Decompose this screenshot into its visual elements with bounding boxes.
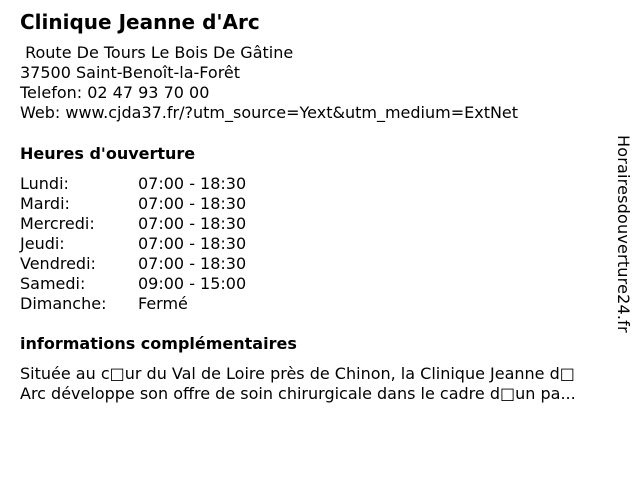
website-link[interactable]: Web: www.cjda37.fr/?utm_source=Yext&utm_medium=ExtNet bbox=[20, 103, 519, 122]
hours-row-jeudi bbox=[20, 234, 246, 254]
time-range: 07:00 - 18:30 bbox=[138, 174, 247, 193]
opening-hours-heading: Heures d'ouverture bbox=[20, 144, 196, 163]
additional-info-text bbox=[20, 364, 630, 404]
day-label: Vendredi: bbox=[20, 254, 96, 273]
hours-row-samedi bbox=[20, 274, 246, 294]
business-name: Clinique Jeanne d'Arc bbox=[20, 10, 260, 34]
time-range: 07:00 - 18:30 bbox=[138, 214, 247, 233]
time-range: Fermé bbox=[138, 294, 188, 313]
hours-row-lundi bbox=[20, 174, 246, 194]
contact-block bbox=[20, 43, 518, 123]
day-label: Jeudi: bbox=[20, 234, 65, 253]
address-line-2: 37500 Saint-Benoît-la-Forêt bbox=[20, 63, 241, 82]
day-label: Lundi: bbox=[20, 174, 69, 193]
hours-row-dimanche bbox=[20, 294, 246, 314]
opening-hours-table bbox=[20, 174, 246, 314]
day-label: Samedi: bbox=[20, 274, 86, 293]
address-line-1: Route De Tours Le Bois De Gâtine bbox=[20, 43, 294, 62]
phone-number[interactable]: Telefon: 02 47 93 70 00 bbox=[20, 83, 210, 102]
hours-row-vendredi bbox=[20, 254, 246, 274]
time-range: 09:00 - 15:00 bbox=[138, 274, 247, 293]
time-range: 07:00 - 18:30 bbox=[138, 194, 247, 213]
time-range: 07:00 - 18:30 bbox=[138, 254, 247, 273]
time-range: 07:00 - 18:30 bbox=[138, 234, 247, 253]
day-label: Dimanche: bbox=[20, 294, 107, 313]
watermark-text: Horairesdouverture24.fr bbox=[614, 135, 633, 333]
info-line-1: Située au c□ur du Val de Loire près de Chinon, la Clinique Jeanne d□ bbox=[20, 364, 575, 383]
hours-row-mercredi bbox=[20, 214, 246, 234]
additional-info-heading: informations complémentaires bbox=[20, 334, 297, 353]
day-label: Mercredi: bbox=[20, 214, 95, 233]
day-label: Mardi: bbox=[20, 194, 70, 213]
site-watermark bbox=[612, 135, 634, 345]
hours-row-mardi bbox=[20, 194, 246, 214]
info-line-2: Arc développe son offre de soin chirurgicale dans le cadre d□un pa... bbox=[20, 384, 576, 403]
